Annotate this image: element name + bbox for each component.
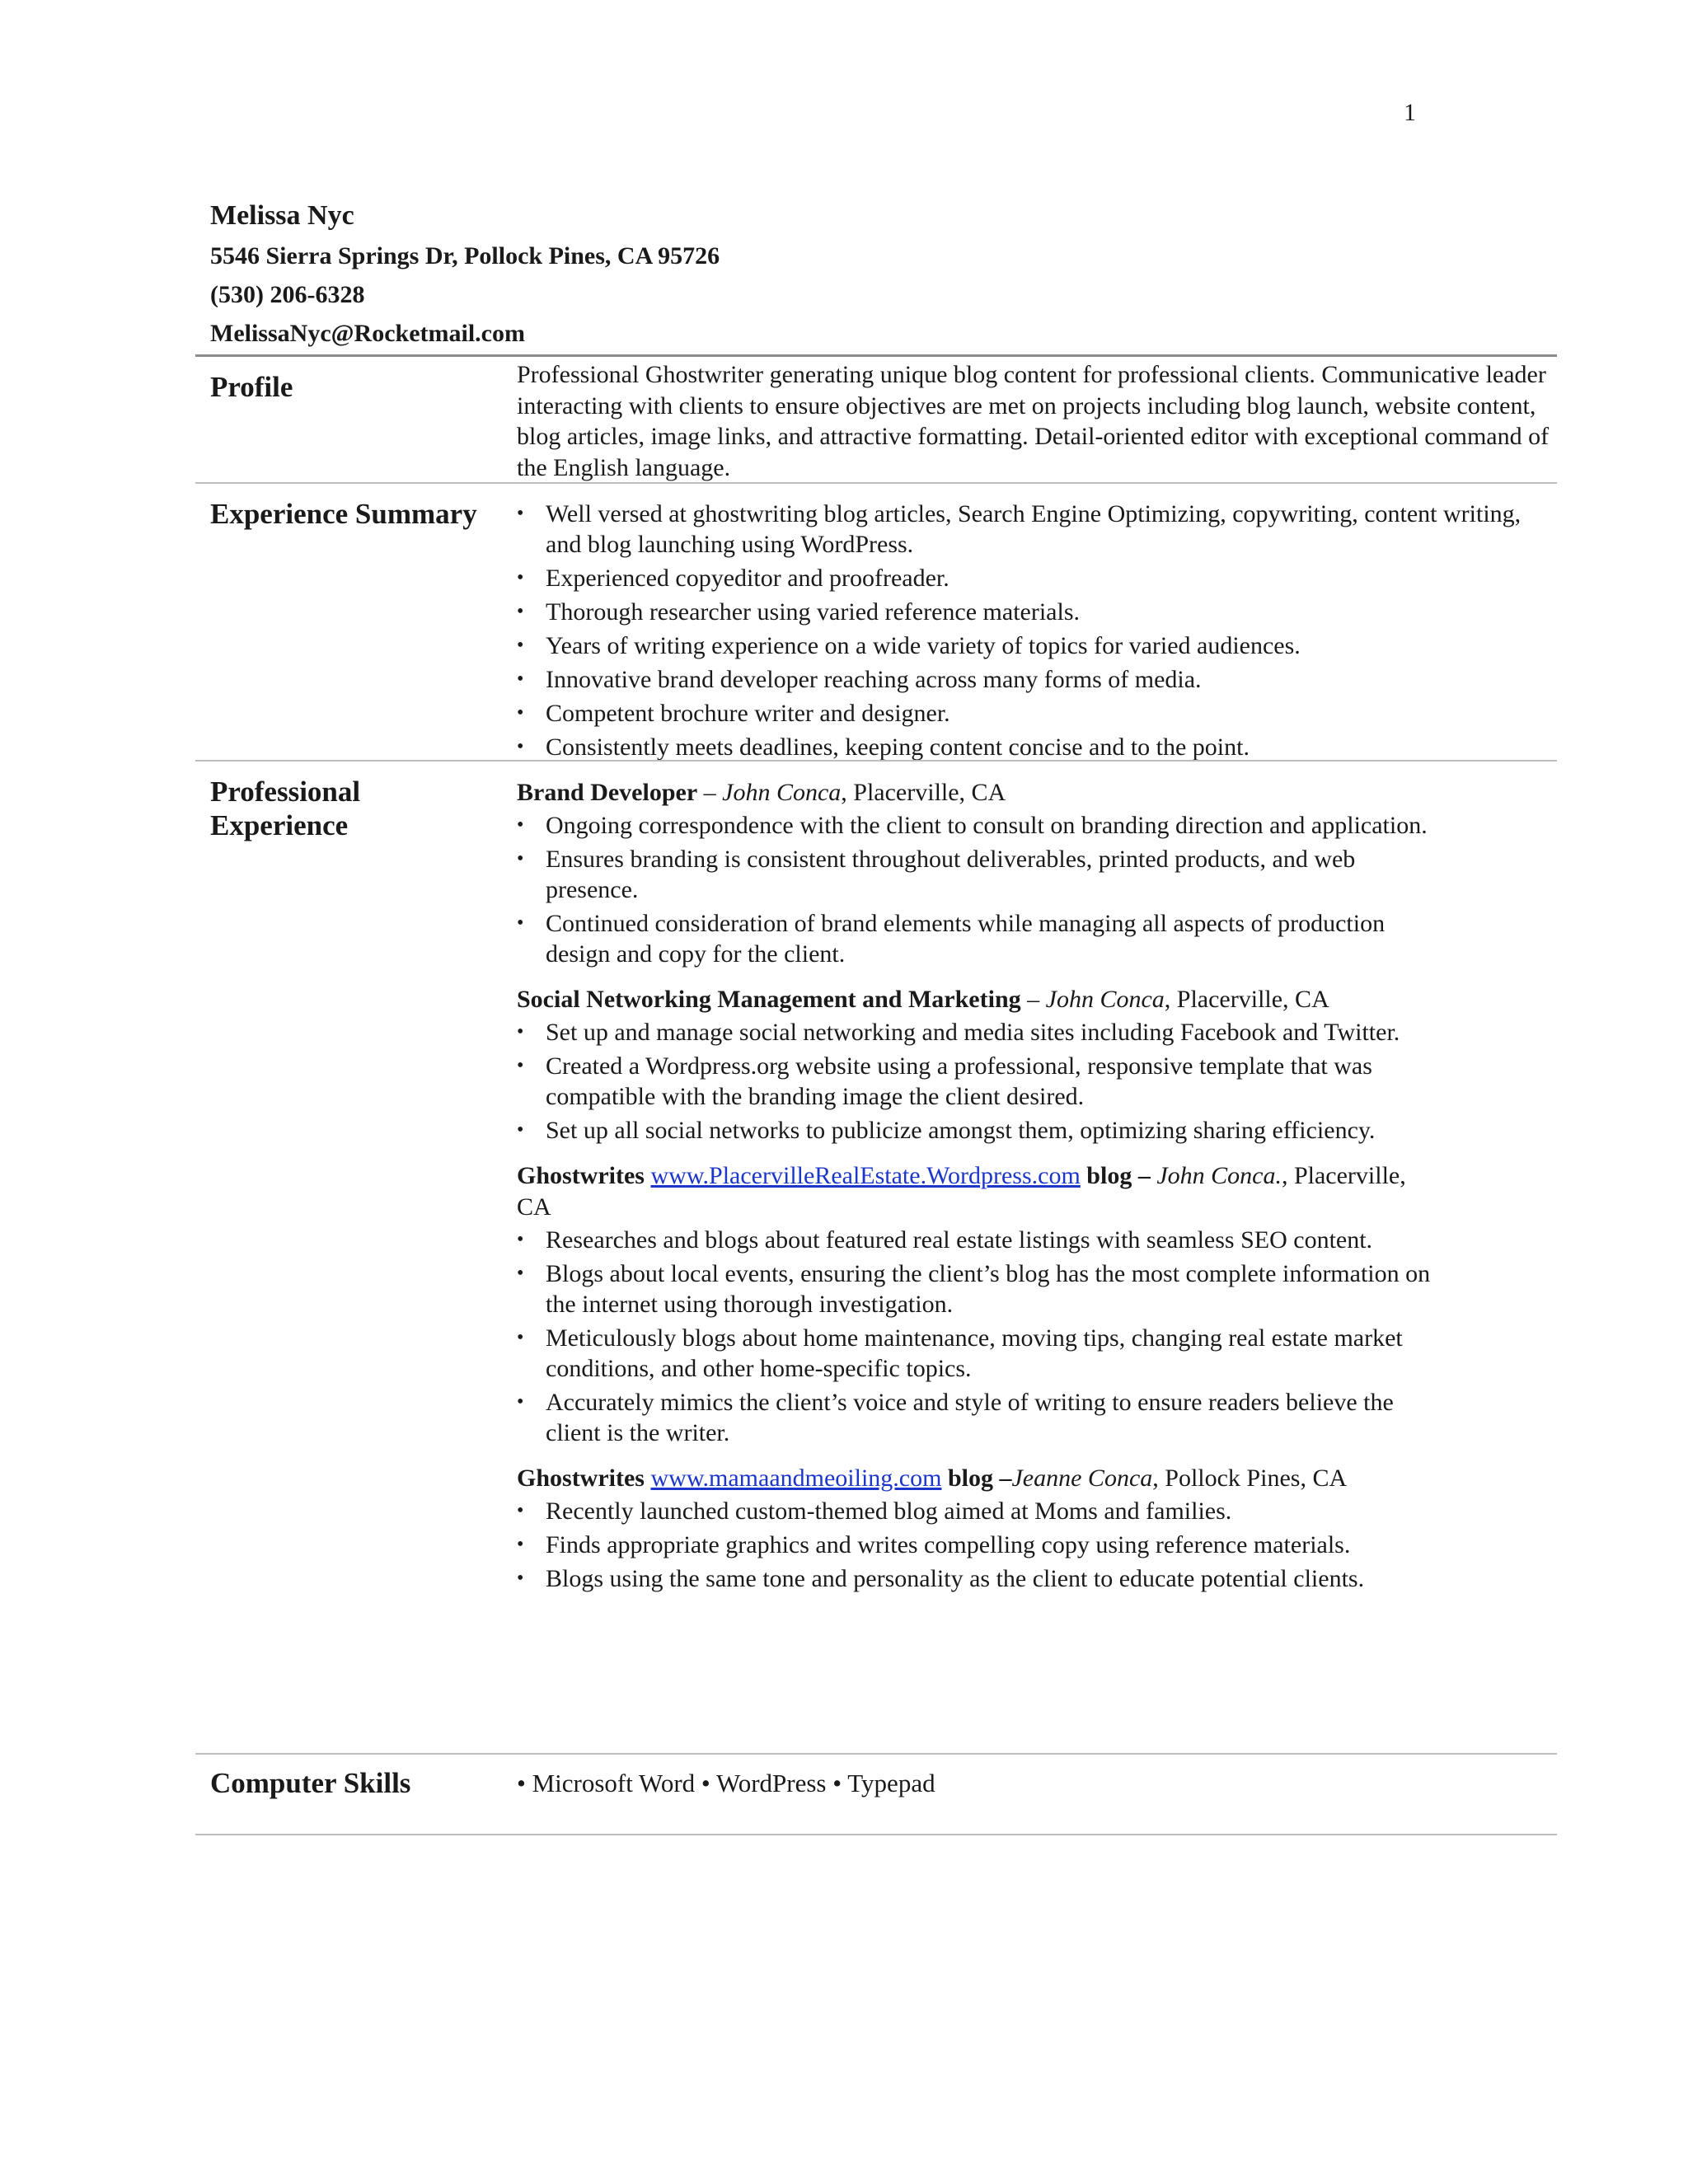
summary-list <box>517 499 1557 762</box>
job-bullets <box>517 1225 1444 1448</box>
list-item: • Blogs about local events, ensuring the client’s blog has the most complete information on the internet using thorough investigation. <box>517 1258 1444 1319</box>
contact-name: Melissa Nyc <box>210 200 354 231</box>
skills-label: Computer Skills <box>210 1767 411 1799</box>
profile-label: Profile <box>210 371 293 403</box>
job-location: , Pollock Pines, CA <box>1152 1465 1348 1492</box>
list-item: • Finds appropriate graphics and writes compelling copy using reference materials. <box>517 1530 1444 1560</box>
list-item: • Set up all social networks to publicize amongst them, optimizing sharing efficiency. <box>517 1115 1444 1146</box>
job-client: John Conca <box>1045 986 1165 1013</box>
list-item: • Thorough researcher using varied reference materials. <box>517 597 1557 627</box>
contact-phone: (530) 206-6328 <box>210 281 365 308</box>
summary-divider <box>195 760 1557 762</box>
list-item: • Years of writing experience on a wide variety of topics for varied audiences. <box>517 630 1557 661</box>
skills-divider <box>195 1834 1557 1835</box>
list-item: • Consistently meets deadlines, keeping content concise and to the point. <box>517 732 1557 762</box>
job-client: John Conca <box>722 779 842 806</box>
job-entry <box>517 1160 1444 1448</box>
job-dash: – <box>697 779 723 806</box>
profile-divider <box>195 482 1557 484</box>
job-client: Jeanne Conca <box>1011 1465 1153 1492</box>
job-bullets <box>517 1017 1444 1146</box>
contact-email: MelissaNyc@Rocketmail.com <box>210 320 525 347</box>
list-item: • Competent brochure writer and designer. <box>517 698 1557 729</box>
job-title-prefix: Ghostwrites <box>517 1465 645 1492</box>
contact-header <box>210 195 720 353</box>
job-title-suffix: blog – <box>1086 1162 1151 1189</box>
job-bullets <box>517 810 1444 969</box>
list-item: • Experienced copyeditor and proofreader. <box>517 563 1557 593</box>
job-entry <box>517 1463 1444 1594</box>
header-divider <box>195 354 1557 357</box>
job-client: John Conca. <box>1156 1162 1282 1189</box>
job-heading <box>517 984 1444 1015</box>
summary-label: Experience Summary <box>210 498 477 530</box>
job-heading <box>517 777 1444 808</box>
job-title-prefix: Ghostwrites <box>517 1162 645 1189</box>
job-title: Brand Developer <box>517 779 698 806</box>
job-entry <box>517 984 1444 1146</box>
list-item: • Researches and blogs about featured real estate listings with seamless SEO content. <box>517 1225 1444 1255</box>
blog-link[interactable]: www.mamaandmeoiling.com <box>650 1465 942 1492</box>
list-item: • Innovative brand developer reaching across many forms of media. <box>517 664 1557 695</box>
list-item: • Created a Wordpress.org website using a professional, responsive template that was compatible with the branding image the client desired. <box>517 1051 1444 1112</box>
job-location: , Placerville, CA <box>1164 986 1329 1013</box>
experience-divider <box>195 1753 1557 1755</box>
list-item: • Recently launched custom-themed blog aimed at Moms and families. <box>517 1496 1444 1526</box>
list-item: • Ensures branding is consistent throughout deliverables, printed products, and web presence. <box>517 844 1444 905</box>
job-title-suffix: blog – <box>947 1465 1012 1492</box>
job-entry <box>517 777 1444 969</box>
experience-section <box>517 777 1444 1609</box>
list-item: • Set up and manage social networking and media sites including Facebook and Twitter. <box>517 1017 1444 1047</box>
job-bullets <box>517 1496 1444 1594</box>
job-heading <box>517 1463 1444 1494</box>
job-dash: – <box>1020 986 1046 1013</box>
list-item: • Continued consideration of brand elements while managing all aspects of production design and copy for the client. <box>517 908 1444 969</box>
list-item: • Accurately mimics the client’s voice and style of writing to ensure readers believe the client is the writer. <box>517 1387 1444 1448</box>
profile-section <box>517 359 1557 483</box>
job-location: , Placerville, CA <box>517 1162 1406 1221</box>
page-number: 1 <box>1404 99 1416 126</box>
job-location: , Placerville, CA <box>841 779 1006 806</box>
contact-address: 5546 Sierra Springs Dr, Pollock Pines, CA 95726 <box>210 242 720 269</box>
job-title: Social Networking Management and Marketing <box>517 986 1021 1013</box>
list-item: • Meticulously blogs about home maintenance, moving tips, changing real estate market conditions, and other home-specific topics. <box>517 1323 1444 1384</box>
summary-section <box>517 499 1557 766</box>
blog-link[interactable]: www.PlacervilleRealEstate.Wordpress.com <box>650 1162 1081 1189</box>
list-item: • Well versed at ghostwriting blog articles, Search Engine Optimizing, copywriting, content writing, and blog launching using WordPress. <box>517 499 1557 560</box>
list-item: • Ongoing correspondence with the client to consult on branding direction and application. <box>517 810 1444 841</box>
job-heading <box>517 1160 1444 1223</box>
profile-text: Professional Ghostwriter generating unique blog content for professional clients. Communicative leader interacting with clients to ensure objectives are met on projects including blog launch, website content, blog articles, image links, and attractive formatting. Detail-oriented editor with exceptional command of the English language. <box>517 361 1550 481</box>
skills-text: • Microsoft Word • WordPress • Typepad <box>517 1769 935 1797</box>
list-item: • Blogs using the same tone and personality as the client to educate potential clients. <box>517 1563 1444 1594</box>
experience-label: Professional Experience <box>210 776 361 841</box>
